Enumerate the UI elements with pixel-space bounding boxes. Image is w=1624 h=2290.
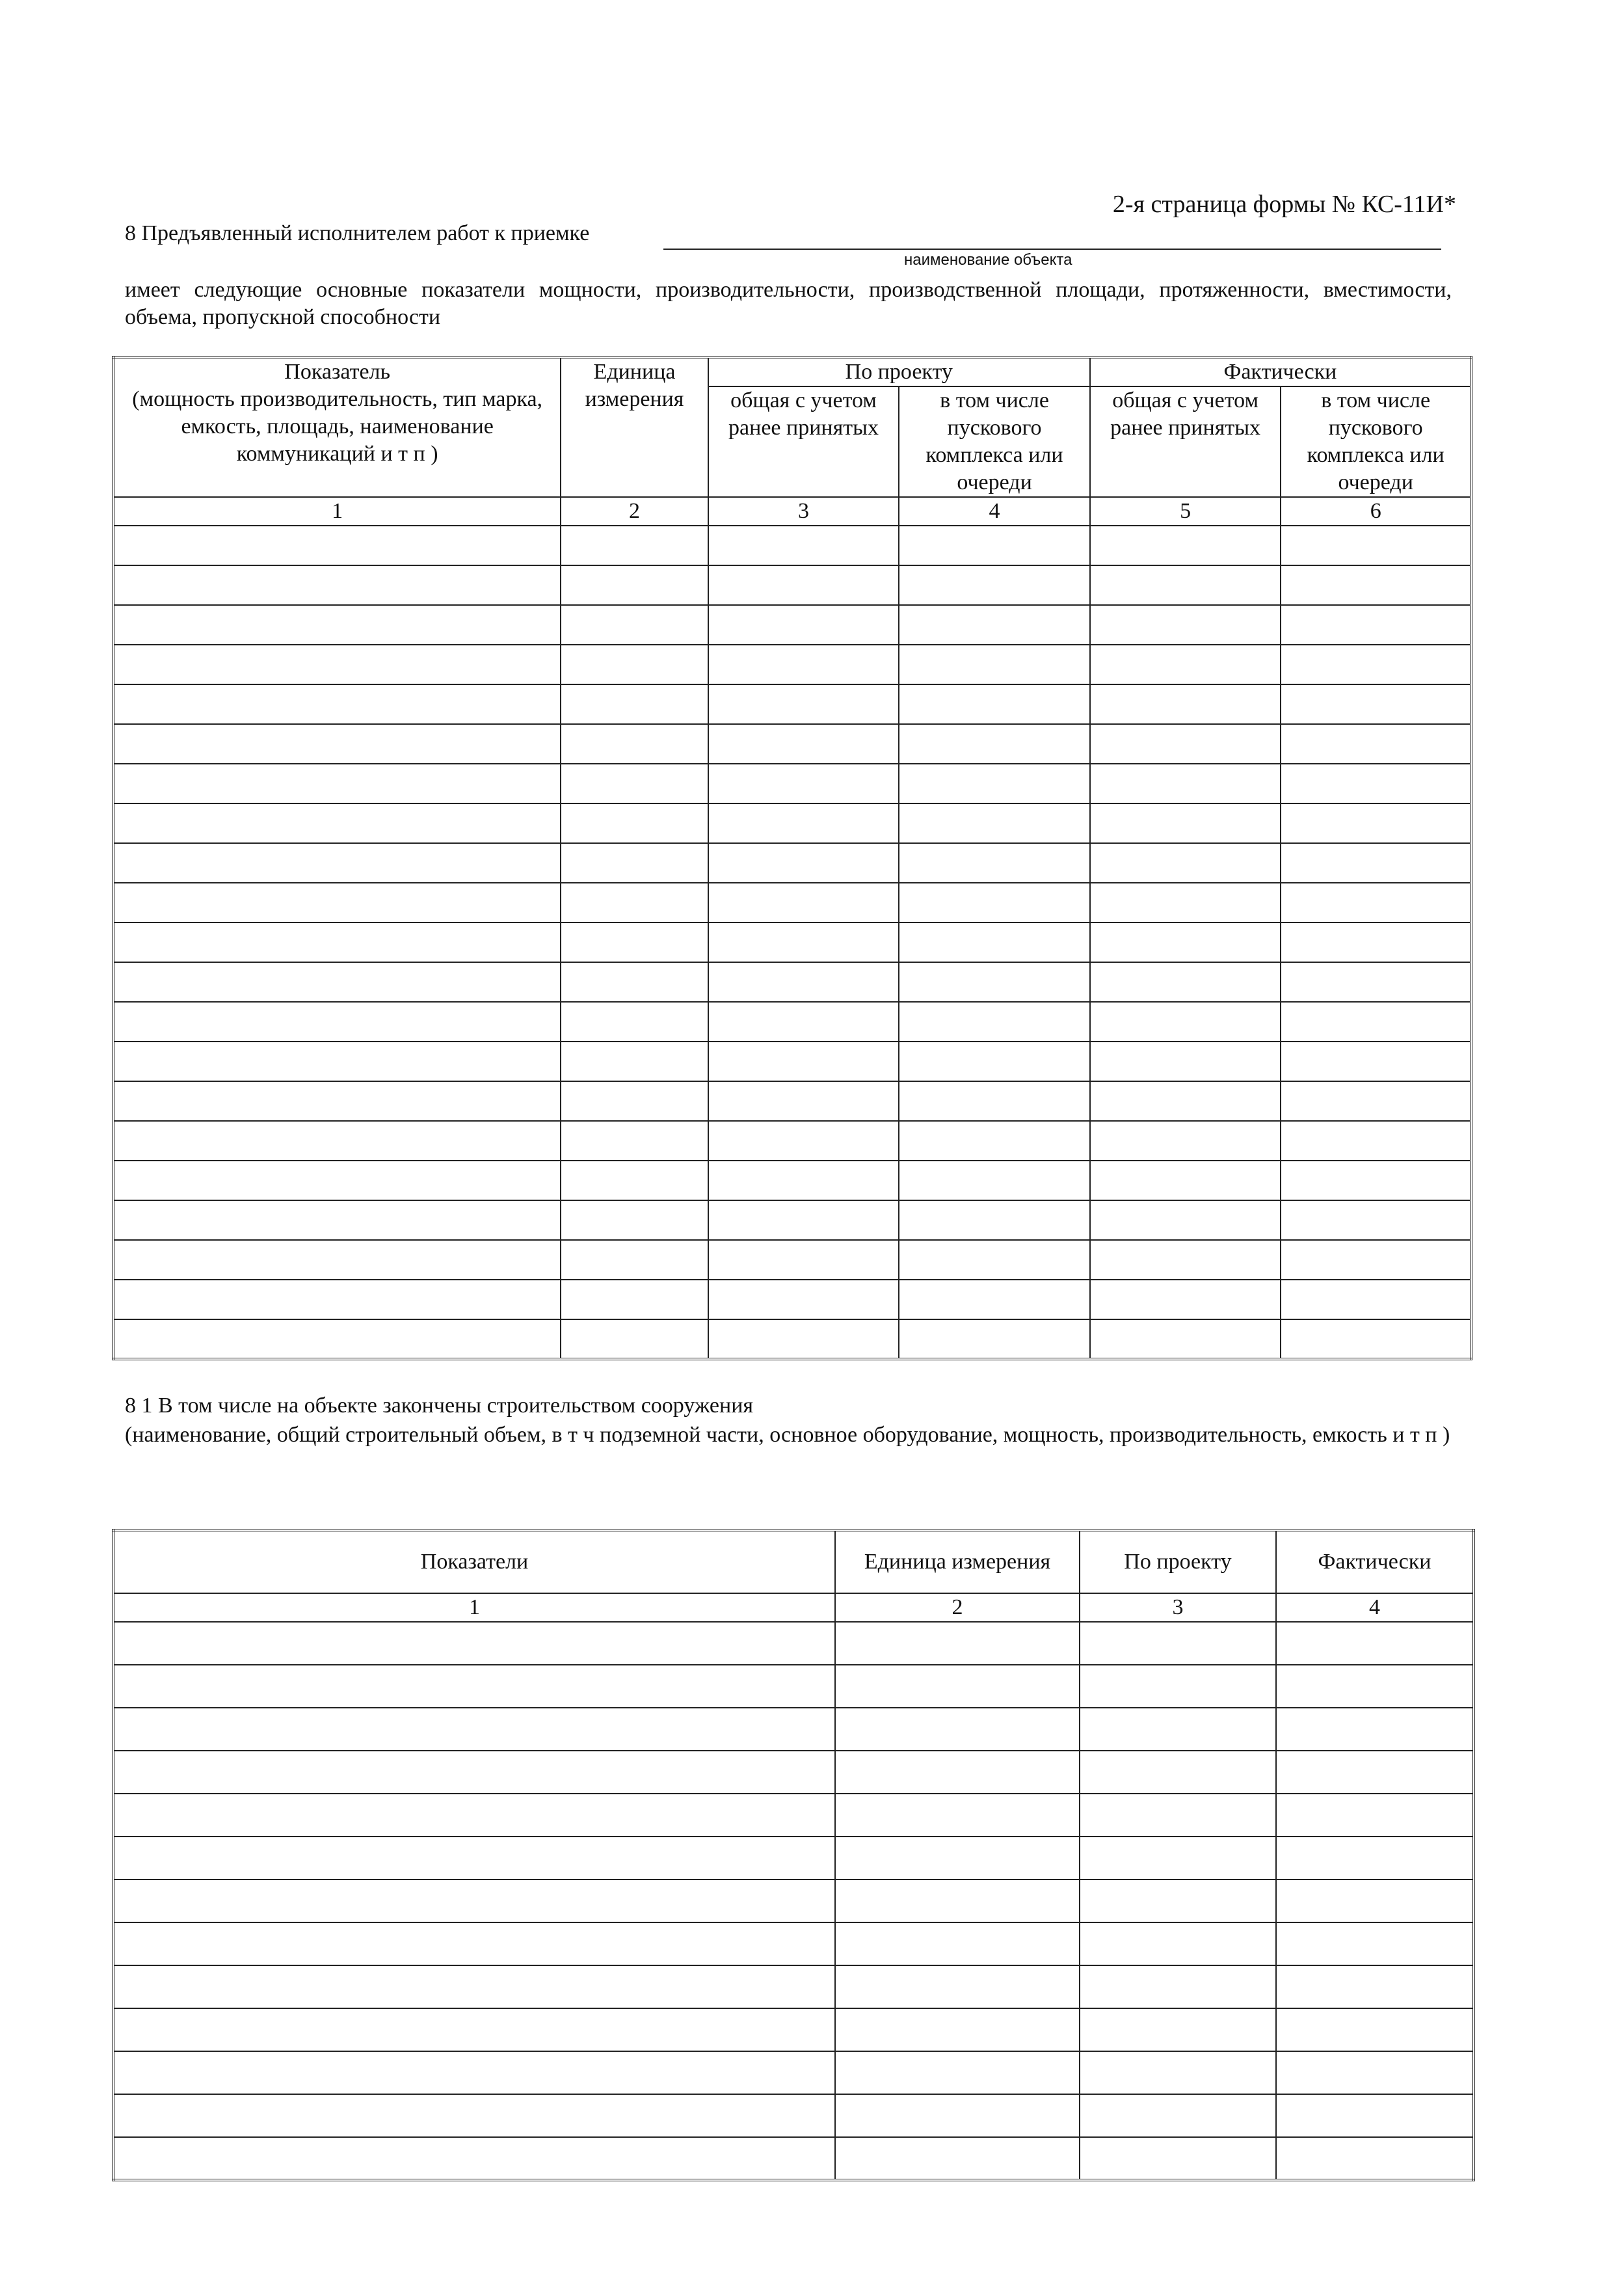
table-row [113, 2051, 1474, 2094]
table-cell[interactable] [1276, 1879, 1474, 1922]
table-cell[interactable] [561, 1042, 708, 1081]
table-row [113, 1280, 1471, 1319]
table-cell[interactable] [899, 962, 1090, 1002]
table-cell[interactable] [708, 962, 899, 1002]
table-row [113, 1708, 1474, 1751]
table-cell[interactable] [1090, 803, 1281, 843]
column-number: 2 [835, 1593, 1080, 1622]
table-cell[interactable] [113, 883, 561, 923]
table-cell[interactable] [1090, 565, 1281, 605]
table-cell[interactable] [1281, 565, 1471, 605]
table-row [113, 684, 1471, 724]
table-cell[interactable] [899, 764, 1090, 803]
table-cell[interactable] [899, 923, 1090, 962]
table-cell[interactable] [1090, 1319, 1281, 1359]
col-indicators-header: Показатели [113, 1530, 835, 1593]
table-cell[interactable] [113, 1751, 835, 1794]
table-cell[interactable] [561, 1200, 708, 1240]
table-cell[interactable] [1090, 1161, 1281, 1200]
table-cell[interactable] [113, 2051, 835, 2094]
table-cell[interactable] [113, 1002, 561, 1042]
table-cell[interactable] [113, 1708, 835, 1751]
col-indicator-note: (мощность производительность, тип марка, емкость, площадь, наименование коммуникаций и т п ) [132, 387, 543, 466]
table-cell[interactable] [1281, 605, 1471, 645]
table-cell[interactable] [835, 1794, 1080, 1837]
table-cell[interactable] [113, 1622, 835, 1665]
table-cell[interactable] [1090, 1240, 1281, 1280]
table-cell[interactable] [113, 1240, 561, 1280]
table-cell[interactable] [1276, 1965, 1474, 2008]
table-cell[interactable] [113, 2094, 835, 2137]
table-cell[interactable] [1090, 1200, 1281, 1240]
table-cell[interactable] [1080, 1922, 1276, 1965]
table-cell[interactable] [835, 1879, 1080, 1922]
table-cell[interactable] [899, 803, 1090, 843]
col-indicator-title: Показатель [284, 360, 391, 384]
table-cell[interactable] [708, 526, 899, 565]
table-cell[interactable] [1090, 1042, 1281, 1081]
table-cell[interactable] [708, 1161, 899, 1200]
table-cell[interactable] [835, 1665, 1080, 1708]
table-cell[interactable] [1080, 2137, 1276, 2180]
table-cell[interactable] [113, 923, 561, 962]
table-cell[interactable] [1080, 2051, 1276, 2094]
table-cell[interactable] [1080, 1837, 1276, 1879]
column-number: 6 [1281, 497, 1471, 526]
table-cell[interactable] [708, 684, 899, 724]
table-cell[interactable] [1276, 2137, 1474, 2180]
column-number-row [113, 1593, 1474, 1622]
table-cell[interactable] [113, 1161, 561, 1200]
col-project-launch-header: в том числе пускового комплекса или очереди [899, 386, 1090, 497]
section-8-1-note: (наименование, общий строительный объем, в т ч подземной части, основное оборудование, мощность, производительность, емкость и т п ) [125, 1423, 1450, 1447]
table-cell[interactable] [1090, 843, 1281, 883]
table-row [113, 2008, 1474, 2051]
table-cell[interactable] [113, 565, 561, 605]
table-row [113, 1665, 1474, 1708]
table-row [113, 1161, 1471, 1200]
table-cell[interactable] [1276, 2008, 1474, 2051]
table-cell[interactable] [1276, 2094, 1474, 2137]
table-cell[interactable] [1281, 1121, 1471, 1161]
table-cell[interactable] [1281, 1200, 1471, 1240]
table-cell[interactable] [1090, 645, 1281, 684]
table-cell[interactable] [113, 526, 561, 565]
table-cell[interactable] [708, 565, 899, 605]
table-cell[interactable] [113, 1922, 835, 1965]
column-number: 3 [708, 497, 899, 526]
col-actual-total-header: общая с учетом ранее принятых [1090, 386, 1281, 497]
table-cell[interactable] [899, 883, 1090, 923]
table-cell[interactable] [1281, 962, 1471, 1002]
table-cell[interactable] [1281, 803, 1471, 843]
col-indicator-header [113, 357, 561, 497]
table-cell[interactable] [835, 2051, 1080, 2094]
table-row [113, 883, 1471, 923]
column-number: 4 [1276, 1593, 1474, 1622]
table-cell[interactable] [835, 2137, 1080, 2180]
table-cell[interactable] [899, 526, 1090, 565]
table-row [113, 1837, 1474, 1879]
table-cell[interactable] [708, 1280, 899, 1319]
table-row [113, 1794, 1474, 1837]
table-cell[interactable] [113, 843, 561, 883]
column-number: 1 [113, 1593, 835, 1622]
table-cell[interactable] [1090, 764, 1281, 803]
table-cell[interactable] [1281, 1280, 1471, 1319]
table-row [113, 1879, 1474, 1922]
table-cell[interactable] [561, 645, 708, 684]
group-project-header: По проекту [708, 357, 1090, 386]
col-unit-header: Единица измерения [561, 357, 708, 497]
object-name-field-line[interactable] [663, 249, 1441, 250]
table-cell[interactable] [1090, 1081, 1281, 1121]
table-cell[interactable] [561, 923, 708, 962]
table-cell[interactable] [1281, 1161, 1471, 1200]
column-number: 3 [1080, 1593, 1276, 1622]
table-cell[interactable] [561, 962, 708, 1002]
table-cell[interactable] [1080, 1622, 1276, 1665]
table-row [113, 764, 1471, 803]
table-cell[interactable] [708, 605, 899, 645]
table-cell[interactable] [561, 565, 708, 605]
table-cell[interactable] [113, 1200, 561, 1240]
structures-table [112, 1529, 1475, 2181]
table-cell[interactable] [708, 1121, 899, 1161]
table-row [113, 1002, 1471, 1042]
table-row [113, 1121, 1471, 1161]
table-cell[interactable] [1090, 883, 1281, 923]
table-cell[interactable] [1090, 923, 1281, 962]
table-cell[interactable] [561, 843, 708, 883]
table-cell[interactable] [1080, 1751, 1276, 1794]
column-number: 2 [561, 497, 708, 526]
table-cell[interactable] [708, 1002, 899, 1042]
table-cell[interactable] [1090, 684, 1281, 724]
table-row [113, 962, 1471, 1002]
table-cell[interactable] [113, 1319, 561, 1359]
table-cell[interactable] [899, 724, 1090, 764]
table-cell[interactable] [561, 1161, 708, 1200]
table-cell[interactable] [1276, 1922, 1474, 1965]
table-cell[interactable] [1080, 1665, 1276, 1708]
table-cell[interactable] [113, 1121, 561, 1161]
table-cell[interactable] [708, 1081, 899, 1121]
table-cell[interactable] [899, 1081, 1090, 1121]
col-actual-header: Фактически [1276, 1530, 1474, 1593]
table-cell[interactable] [708, 645, 899, 684]
table-cell[interactable] [708, 724, 899, 764]
table-cell[interactable] [113, 1879, 835, 1922]
table-cell[interactable] [899, 565, 1090, 605]
table-cell[interactable] [113, 1965, 835, 2008]
table-cell[interactable] [835, 1751, 1080, 1794]
table-cell[interactable] [835, 2094, 1080, 2137]
table-cell[interactable] [561, 764, 708, 803]
table-cell[interactable] [835, 1922, 1080, 1965]
table-cell[interactable] [561, 684, 708, 724]
table-cell[interactable] [561, 1319, 708, 1359]
table-cell[interactable] [113, 724, 561, 764]
table-row [113, 526, 1471, 565]
table-cell[interactable] [899, 684, 1090, 724]
table-cell[interactable] [708, 843, 899, 883]
table-cell[interactable] [1080, 2094, 1276, 2137]
page-header: 2-я страница формы № КС-11И* [1112, 191, 1456, 218]
table-cell[interactable] [708, 764, 899, 803]
table-cell[interactable] [113, 803, 561, 843]
table-row [113, 803, 1471, 843]
table-cell[interactable] [113, 684, 561, 724]
table-row [113, 1965, 1474, 2008]
table-cell[interactable] [113, 1837, 835, 1879]
column-number: 4 [899, 497, 1090, 526]
table-row [113, 1622, 1474, 1665]
table-cell[interactable] [113, 605, 561, 645]
table-row [113, 1922, 1474, 1965]
table-cell[interactable] [113, 645, 561, 684]
structures-table-body [113, 1622, 1474, 2180]
table-cell[interactable] [561, 1280, 708, 1319]
table-cell[interactable] [899, 645, 1090, 684]
object-name-caption: наименование объекта [904, 251, 1072, 269]
table-cell[interactable] [561, 883, 708, 923]
table-cell[interactable] [899, 605, 1090, 645]
table-row [113, 1240, 1471, 1280]
table-cell[interactable] [708, 1319, 899, 1359]
table-cell[interactable] [1281, 1240, 1471, 1280]
table-cell[interactable] [899, 1280, 1090, 1319]
table-cell[interactable] [708, 803, 899, 843]
table-cell[interactable] [899, 1042, 1090, 1081]
table-cell[interactable] [1090, 724, 1281, 764]
table-cell[interactable] [113, 2008, 835, 2051]
table-cell[interactable] [1080, 1794, 1276, 1837]
table-cell[interactable] [835, 1622, 1080, 1665]
table-row [113, 2137, 1474, 2180]
table-cell[interactable] [1281, 645, 1471, 684]
table-cell[interactable] [1276, 1622, 1474, 1665]
table-cell[interactable] [708, 1042, 899, 1081]
table-cell[interactable] [899, 1240, 1090, 1280]
table-cell[interactable] [1281, 1042, 1471, 1081]
group-actual-header: Фактически [1090, 357, 1471, 386]
table-row [113, 605, 1471, 645]
section-8-1-title: 8 1 В том числе на объекте закончены строительством сооружения [125, 1394, 754, 1418]
section-8-description: имеет следующие основные показатели мощности, производительности, производственной площади, протяженности, вместимости, объема, пропускной способности [125, 278, 1452, 329]
table-cell[interactable] [835, 2008, 1080, 2051]
table-cell[interactable] [1090, 605, 1281, 645]
table-cell[interactable] [1281, 1319, 1471, 1359]
col-project-header: По проекту [1080, 1530, 1276, 1593]
table-row [113, 1081, 1471, 1121]
table-cell[interactable] [899, 1319, 1090, 1359]
table-cell[interactable] [1276, 2051, 1474, 2094]
table-row [113, 1042, 1471, 1081]
section-8-lead: 8 Предъявленный исполнителем работ к приемке [125, 221, 590, 245]
table-cell[interactable] [708, 1200, 899, 1240]
table-cell[interactable] [1276, 1665, 1474, 1708]
table-cell[interactable] [1276, 1751, 1474, 1794]
table-row [113, 2094, 1474, 2137]
indicators-table-body [113, 526, 1471, 1359]
table-cell[interactable] [1276, 1837, 1474, 1879]
table-cell[interactable] [1281, 724, 1471, 764]
table-cell[interactable] [1080, 2008, 1276, 2051]
table-cell[interactable] [835, 1965, 1080, 2008]
table-row [113, 923, 1471, 962]
table-cell[interactable] [113, 1081, 561, 1121]
table-cell[interactable] [561, 803, 708, 843]
column-number: 5 [1090, 497, 1281, 526]
table-cell[interactable] [1281, 1002, 1471, 1042]
col-actual-launch-header: в том числе пускового комплекса или очереди [1281, 386, 1471, 497]
table-cell[interactable] [1090, 1280, 1281, 1319]
table-cell[interactable] [899, 1002, 1090, 1042]
table-cell[interactable] [1281, 1081, 1471, 1121]
table-row [113, 1319, 1471, 1359]
table-cell[interactable] [1080, 1879, 1276, 1922]
table-cell[interactable] [113, 1794, 835, 1837]
table-cell[interactable] [835, 1837, 1080, 1879]
table-cell[interactable] [899, 1121, 1090, 1161]
table-cell[interactable] [1281, 684, 1471, 724]
table-cell[interactable] [561, 526, 708, 565]
table-cell[interactable] [1281, 764, 1471, 803]
col-project-total-header: общая с учетом ранее принятых [708, 386, 899, 497]
table-cell[interactable] [113, 1042, 561, 1081]
table-cell[interactable] [1090, 1002, 1281, 1042]
table-cell[interactable] [1090, 962, 1281, 1002]
table-cell[interactable] [561, 1002, 708, 1042]
table-cell[interactable] [1090, 1121, 1281, 1161]
table-cell[interactable] [561, 605, 708, 645]
table-cell[interactable] [561, 724, 708, 764]
table-cell[interactable] [1090, 526, 1281, 565]
table-cell[interactable] [835, 1708, 1080, 1751]
table-cell[interactable] [1080, 1965, 1276, 2008]
table-row [113, 645, 1471, 684]
table-row [113, 1751, 1474, 1794]
table-cell[interactable] [1281, 923, 1471, 962]
table-cell[interactable] [1281, 883, 1471, 923]
table-cell[interactable] [708, 883, 899, 923]
table-cell[interactable] [113, 1665, 835, 1708]
table-cell[interactable] [1281, 526, 1471, 565]
table-row [113, 1200, 1471, 1240]
table-row [113, 843, 1471, 883]
indicators-table [112, 356, 1472, 1360]
table-row [113, 565, 1471, 605]
table-cell[interactable] [899, 1200, 1090, 1240]
table-cell[interactable] [113, 962, 561, 1002]
table-cell[interactable] [561, 1240, 708, 1280]
table-cell[interactable] [113, 2137, 835, 2180]
table-cell[interactable] [708, 923, 899, 962]
table-row [113, 724, 1471, 764]
col-unit-header: Единица измерения [835, 1530, 1080, 1593]
table-cell[interactable] [899, 843, 1090, 883]
table-cell[interactable] [561, 1081, 708, 1121]
table-cell[interactable] [113, 764, 561, 803]
table-cell[interactable] [561, 1121, 708, 1161]
column-number: 1 [113, 497, 561, 526]
table-cell[interactable] [1276, 1708, 1474, 1751]
table-cell[interactable] [708, 1240, 899, 1280]
table-cell[interactable] [1276, 1794, 1474, 1837]
table-cell[interactable] [113, 1280, 561, 1319]
table-cell[interactable] [1080, 1708, 1276, 1751]
table-cell[interactable] [1281, 843, 1471, 883]
column-number-row [113, 497, 1471, 526]
table-cell[interactable] [899, 1161, 1090, 1200]
